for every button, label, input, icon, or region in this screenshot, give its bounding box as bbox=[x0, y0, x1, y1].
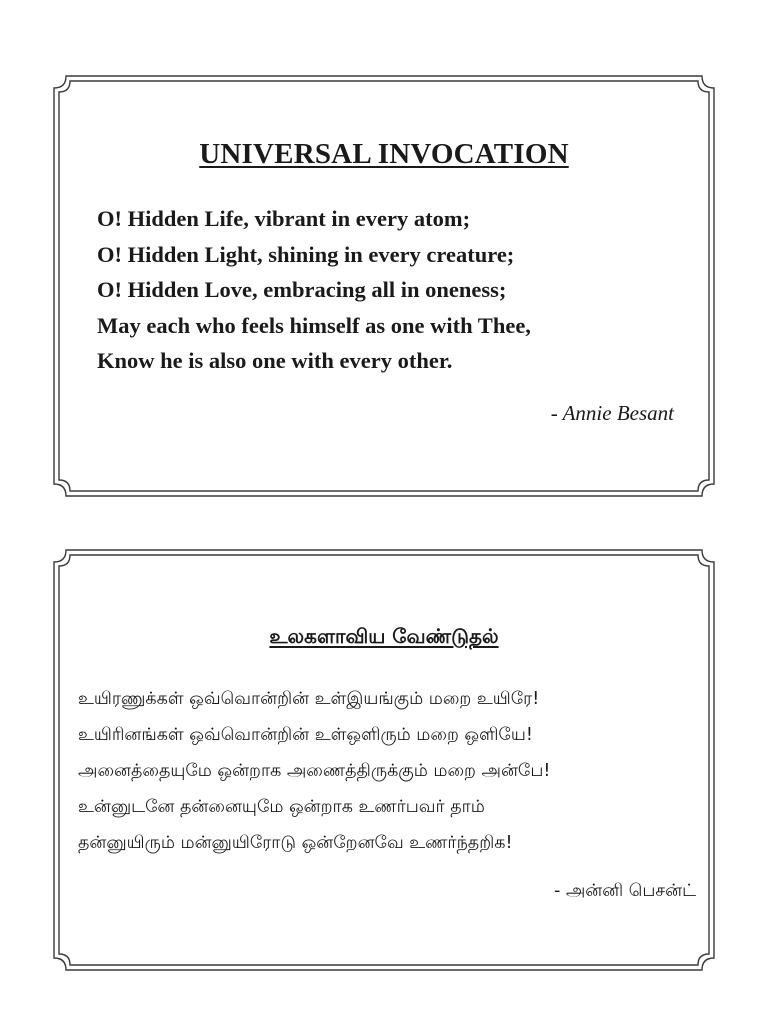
poem-line: O! Hidden Love, embracing all in oneness; bbox=[97, 277, 507, 302]
poem-line: May each who feels himself as one with Thee, bbox=[97, 312, 531, 338]
poem-line: உயிரினங்கள் ஒவ்வொன்றின் உள்ஒளிரும் மறை ஒளியே! bbox=[78, 725, 533, 745]
poem-line: O! Hidden Light, shining in every creature; bbox=[97, 241, 515, 267]
poem-line: Know he is also one with every other. bbox=[97, 348, 453, 373]
tamil-invocation-card bbox=[52, 548, 716, 972]
poem-lines bbox=[97, 201, 531, 379]
poem-line: தன்னுயிரும் மன்னுயிரோடு ஒன்றேனவே உணர்ந்தறிக! bbox=[78, 833, 513, 853]
poem-line: O! Hidden Life, vibrant in every atom; bbox=[97, 206, 471, 231]
card-title: UNIVERSAL INVOCATION bbox=[199, 138, 569, 170]
poem-line: அனைத்தையுமே ஒன்றாக அணைத்திருக்கும் மறை அன்பே! bbox=[78, 761, 551, 781]
english-invocation-card bbox=[52, 74, 716, 498]
author-attribution: - Annie Besant bbox=[550, 401, 674, 425]
poem-lines bbox=[78, 681, 550, 861]
card-title: உலகளாவிய வேண்டுதல் bbox=[269, 624, 499, 648]
poem-line: உயிரணுக்கள் ஒவ்வொன்றின் உள்இயங்கும் மறை உயிரே! bbox=[78, 689, 540, 709]
author-attribution: - அன்னி பெசன்ட் bbox=[553, 881, 696, 901]
poem-line: உன்னுடனே தன்னையுமே ஒன்றாக உணர்பவர் தாம் bbox=[78, 797, 485, 817]
